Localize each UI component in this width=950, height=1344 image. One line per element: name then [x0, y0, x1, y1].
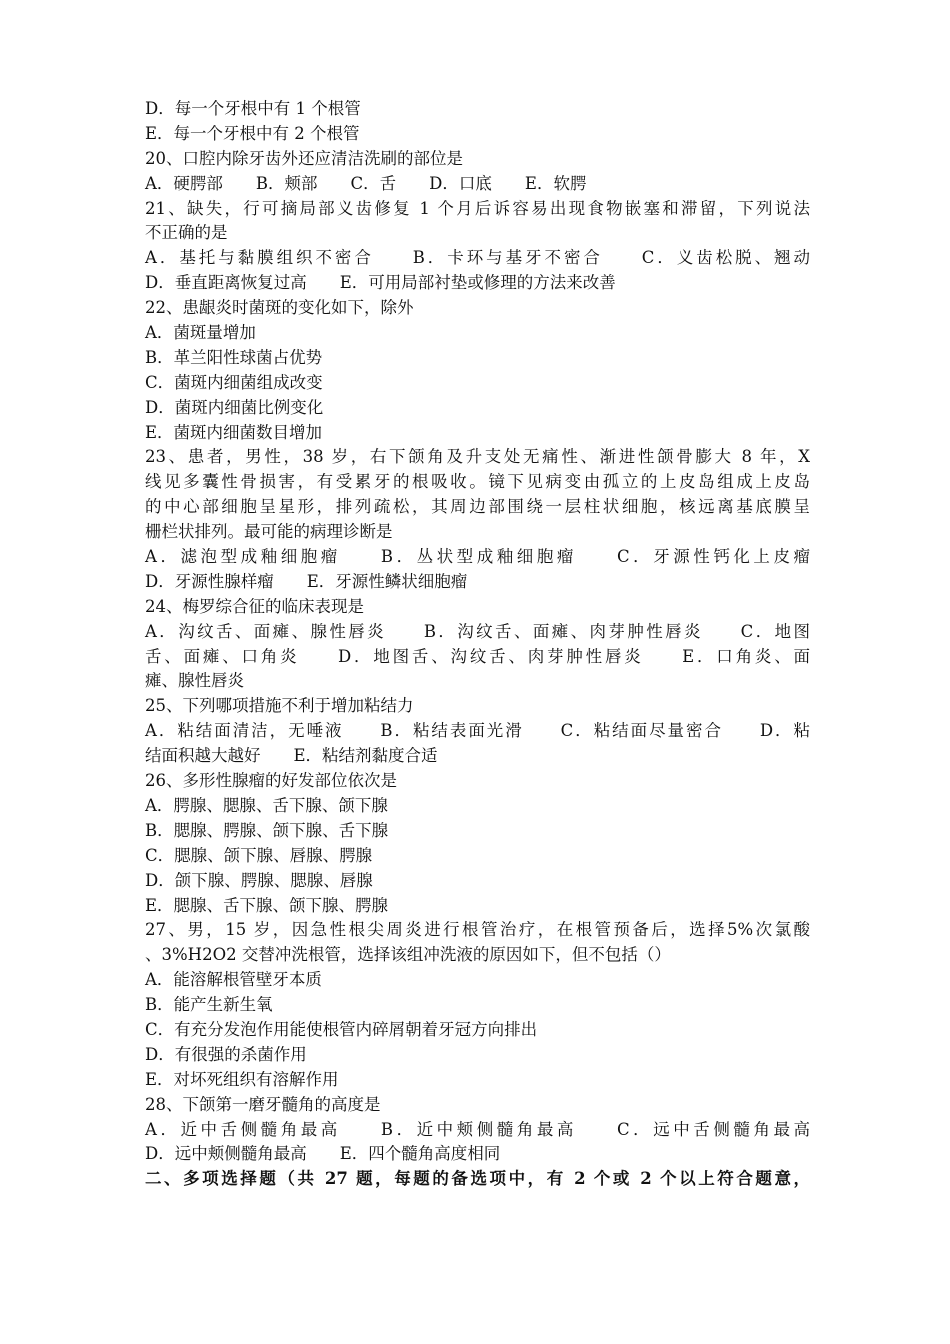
option-22-b: B．革兰阳性球菌占优势 [145, 347, 323, 367]
option-26-b: B．腮腺、腭腺、颌下腺、舌下腺 [145, 820, 389, 840]
question-25: 25、下列哪项措施不利于增加粘结力 [145, 696, 414, 716]
option-26-e: E．腮腺、舌下腺、颌下腺、腭腺 [145, 895, 389, 915]
options-23-a: A．滤泡型成釉细胞瘤 B．丛状型成釉细胞瘤 C．牙源性钙化上皮瘤 [145, 547, 810, 567]
option-26-c: C．腮腺、颌下腺、唇腺、腭腺 [145, 845, 373, 865]
options-25-a: A．粘结面清洁，无唾液 B．粘结表面光滑 C．粘结面尽量密合 D．粘 [145, 721, 810, 741]
question-23: 23、患者，男性，38 岁，右下颌角及升支处无痛性、渐进性颌骨膨大 8 年，X [145, 447, 810, 467]
option-e: E．每一个牙根中有 2 个根管 [145, 123, 360, 143]
option-d: D．每一个牙根中有 1 个根管 [145, 99, 361, 118]
question-24: 24、梅罗综合征的临床表现是 [145, 596, 364, 616]
question-21-cont: 不正确的是 [145, 223, 228, 243]
question-26: 26、多形性腺瘤的好发部位依次是 [145, 771, 397, 791]
question-20: 20、口腔内除牙齿外还应清洁洗刷的部位是 [145, 148, 463, 168]
options-28-b: D．远中颊侧髓角最高 E．四个髓角高度相同 [145, 1144, 501, 1164]
options-23-b: D．牙源性腺样瘤 E．牙源性鳞状细胞瘤 [145, 571, 468, 591]
question-23-cont-2: 的中心部细胞呈星形，排列疏松，其周边部围绕一层柱状细胞，核远离基底膜呈 [145, 497, 810, 517]
options-28-a: A．近中舌侧髓角最高 B．近中颊侧髓角最高 C．远中舌侧髓角最高 [145, 1119, 810, 1139]
options-20: A．硬腭部 B．颊部 C．舌 D．口底 E．软腭 [145, 173, 587, 193]
question-27: 27、男，15 岁，因急性根尖周炎进行根管治疗，在根管预备后，选择5%次氯酸 [145, 920, 810, 940]
option-22-e: E．菌斑内细菌数目增加 [145, 422, 323, 442]
options-24-a: A．沟纹舌、面瘫、腺性唇炎 B．沟纹舌、面瘫、肉芽肿性唇炎 C．地图 [145, 621, 810, 641]
document-page [145, 97, 810, 1192]
options-24-b: 舌、面瘫、口角炎 D．地图舌、沟纹舌、肉芽肿性唇炎 E．口角炎、面 [145, 646, 810, 666]
option-26-a: A．腭腺、腮腺、舌下腺、颌下腺 [145, 795, 388, 815]
options-25-b: 结面积越大越好 E．粘结剂黏度合适 [145, 746, 438, 766]
option-22-c: C．菌斑内细菌组成改变 [145, 372, 323, 392]
option-27-b: B．能产生新生氧 [145, 995, 273, 1015]
option-27-e: E．对坏死组织有溶解作用 [145, 1069, 339, 1089]
question-23-cont-1: 线见多囊性骨损害，有受累牙的根吸收。镜下见病变由孤立的上皮岛组成上皮岛 [145, 472, 810, 492]
question-28: 28、下颌第一磨牙髓角的高度是 [145, 1094, 381, 1114]
options-21-a: A．基托与黏膜组织不密合 B．卡环与基牙不密合 C．义齿松脱、翘动 [145, 248, 810, 268]
option-26-d: D．颌下腺、腭腺、腮腺、唇腺 [145, 870, 373, 890]
options-24-c: 瘫、腺性唇炎 [145, 671, 244, 691]
option-27-c: C．有充分发泡作用能使根管内碎屑朝着牙冠方向排出 [145, 1019, 538, 1039]
section-heading-multiple-choice: 二、多项选择题（共 27 题，每题的备选项中，有 2 个或 2 个以上符合题意， [145, 1169, 810, 1189]
option-27-a: A．能溶解根管壁牙本质 [145, 970, 322, 990]
question-27-cont: 、3%H2O2 交替冲洗根管，选择该组冲洗液的原因如下，但不包括（） [145, 945, 671, 965]
option-22-a: A．菌斑量增加 [145, 323, 256, 343]
options-21-b: D．垂直距离恢复过高 E．可用局部衬垫或修理的方法来改善 [145, 273, 616, 293]
question-23-cont-3: 栅栏状排列。最可能的病理诊断是 [145, 522, 393, 542]
question-22: 22、患龈炎时菌斑的变化如下，除外 [145, 298, 414, 318]
option-22-d: D．菌斑内细菌比例变化 [145, 397, 324, 417]
question-21: 21、缺失，行可摘局部义齿修复 1 个月后诉容易出现食物嵌塞和滞留，下列说法 [145, 198, 810, 218]
option-27-d: D．有很强的杀菌作用 [145, 1044, 307, 1064]
